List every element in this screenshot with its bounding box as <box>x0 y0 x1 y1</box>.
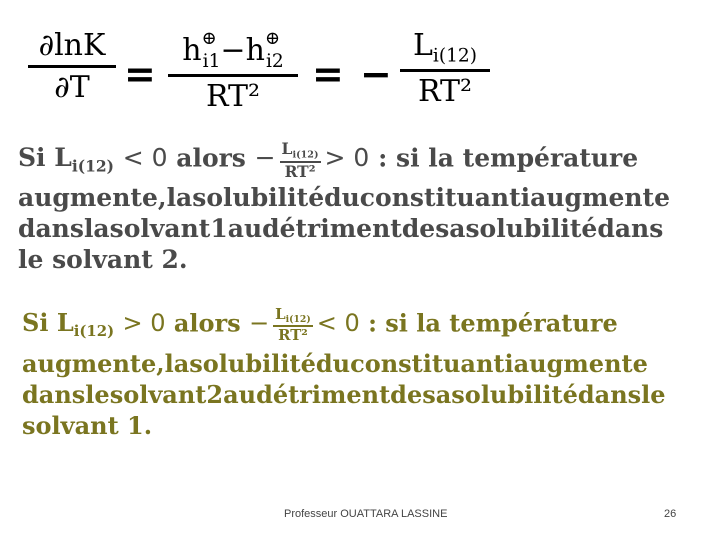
para2-line4: solvant 1. <box>22 410 153 440</box>
paragraph-case-negative <box>18 140 678 275</box>
para1-line3: danslasolvant1audétrimentdesasolubilitédans <box>18 213 664 243</box>
para2-line1: Si $L_{i(12)} > 0$ alors − $\frac{L_{i(12)}}{\text{RT²}}$ < 0 : si la température <box>22 305 618 345</box>
thermo-equation <box>28 28 498 118</box>
minus-sign: − <box>360 52 392 96</box>
equals-sign-1: = <box>124 52 156 96</box>
para1-line4: le solvant 2. <box>18 244 188 274</box>
middle-fraction <box>168 28 298 114</box>
footer-author: Professeur OUATTARA LASSINE <box>284 508 448 520</box>
para1-line1: Si $L_{i(12)} < 0$ alors − $\frac{L_{i(12)}}{\text{RT²}}$ > 0 : si la température <box>18 139 639 181</box>
equals-sign-2: = <box>312 52 344 96</box>
paragraph-case-positive <box>22 305 666 441</box>
rhs-denominator: RT² <box>417 73 473 109</box>
middle-denominator: RT² <box>205 78 261 114</box>
para1-line2: augmente,lasolubilitéduconstituantiaugmente <box>18 182 670 212</box>
lhs-numerator: ∂lnK <box>38 28 106 63</box>
lhs-denominator: ∂T <box>54 70 90 105</box>
rhs-fraction <box>400 28 490 109</box>
page-number: 26 <box>664 508 677 520</box>
middle-numerator: $h^\oplus_{i1}-h^\oplus_{i2}$ <box>182 28 284 72</box>
lhs-fraction <box>28 28 116 105</box>
rhs-numerator: $L_{i(12)}$ <box>412 28 478 67</box>
para2-line3: danslesolvant2audétrimentdesasolubilitédansle <box>22 379 666 409</box>
para2-line2: augmente,lasolubilitéduconstituantiaugmente <box>22 348 648 378</box>
